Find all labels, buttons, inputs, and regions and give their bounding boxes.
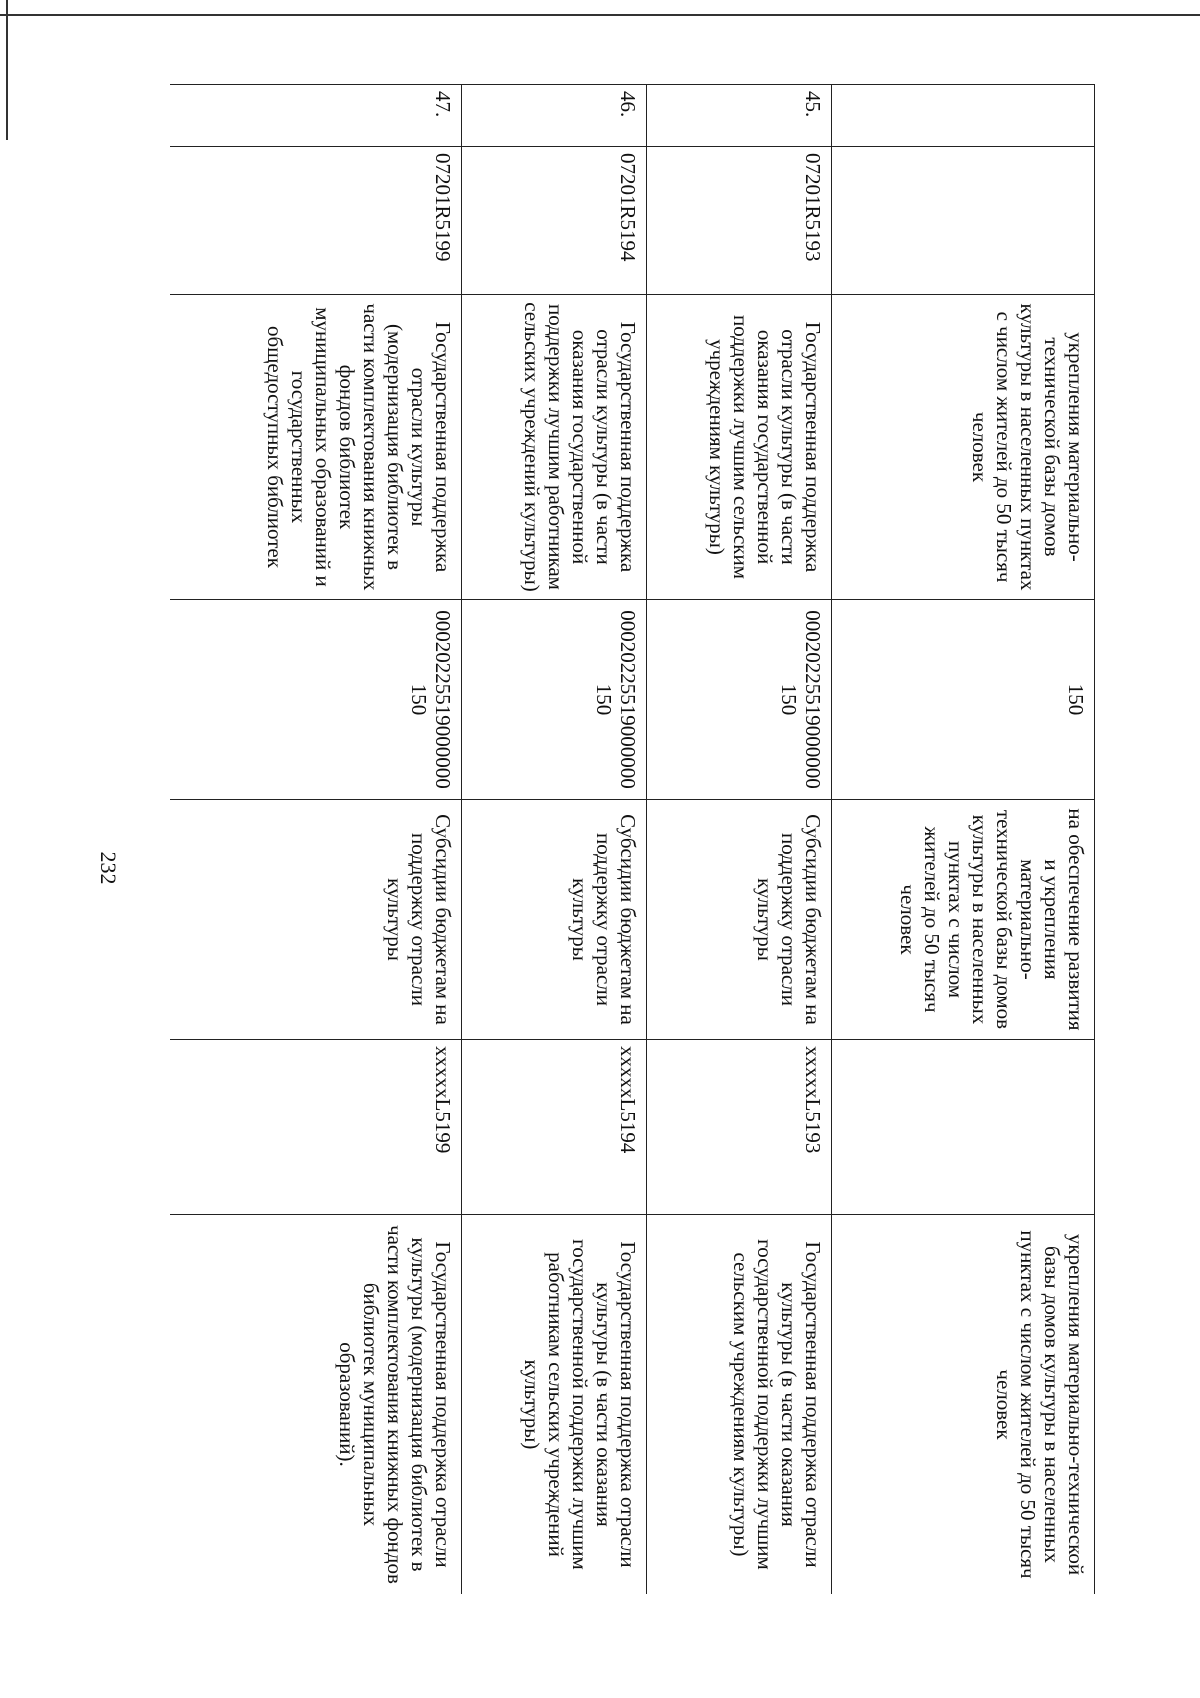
table-row (647, 85, 832, 1595)
row-number (832, 85, 1095, 147)
budget-code: 00020225519000000 150 (170, 600, 462, 800)
revenue-description: на обеспечение развития и укрепления материально-технической базы домов культуры в населенных пунктах с числом жителей до 50 тысяч человек (832, 800, 1095, 1040)
row-number: 47. (170, 85, 462, 147)
target-code: 07201R5199 (170, 147, 462, 295)
target-code: 07201R5194 (462, 147, 647, 295)
budget-code: 150 (832, 600, 1095, 800)
local-code: xxxxxL5193 (647, 1040, 832, 1215)
scan-edge-line (6, 0, 8, 140)
local-name: Государственная поддержка отрасли культуры (модернизация библиотек в части комплектования книжных фондов библиотек муниципальных образований). (170, 1215, 462, 1595)
budget-code: 00020225519000000 150 (647, 600, 832, 800)
revenue-description: Субсидии бюджетам на поддержку отрасли культуры (647, 800, 832, 1040)
local-code: xxxxxL5199 (170, 1040, 462, 1215)
target-name: Государственная поддержка отрасли культуры (в части оказания государственной поддержки лучшим работникам сельских учреждений культуры) (462, 295, 647, 600)
table-row (462, 85, 647, 1595)
budget-classification-table (170, 84, 1095, 1594)
target-name: укрепления материально-технической базы домов культуры в населенных пунктах с числом жителей до 50 тысяч человек (832, 295, 1095, 600)
rotated-table-container (170, 84, 1095, 1594)
page-number: 232 (96, 851, 121, 885)
table-row (832, 85, 1095, 1595)
local-code: xxxxxL5194 (462, 1040, 647, 1215)
row-number: 45. (647, 85, 832, 147)
local-name: укрепления материально-технической базы домов культуры в населенных пунктах с числом жителей до 50 тысяч человек (832, 1215, 1095, 1595)
scan-edge-line (0, 14, 1200, 16)
local-name: Государственная поддержка отрасли культуры (в части оказания государственной поддержки лучшим работникам сельских учреждений культуры) (462, 1215, 647, 1595)
table-row (170, 85, 462, 1595)
budget-code: 00020225519000000 150 (462, 600, 647, 800)
target-code (832, 147, 1095, 295)
local-code (832, 1040, 1095, 1215)
target-name: Государственная поддержка отрасли культуры (в части оказания государственной поддержки лучшим сельским учреждениям культуры) (647, 295, 832, 600)
row-number: 46. (462, 85, 647, 147)
revenue-description: Субсидии бюджетам на поддержку отрасли культуры (170, 800, 462, 1040)
local-name: Государственная поддержка отрасли культуры (в части оказания государственной поддержки лучшим сельским учреждениям культуры) (647, 1215, 832, 1595)
target-name: Государственная поддержка отрасли культуры (модернизация библиотек в части комплектования книжных фондов библиотек муниципальных образований и государственных общедоступных библиотек (170, 295, 462, 600)
revenue-description: Субсидии бюджетам на поддержку отрасли культуры (462, 800, 647, 1040)
target-code: 07201R5193 (647, 147, 832, 295)
